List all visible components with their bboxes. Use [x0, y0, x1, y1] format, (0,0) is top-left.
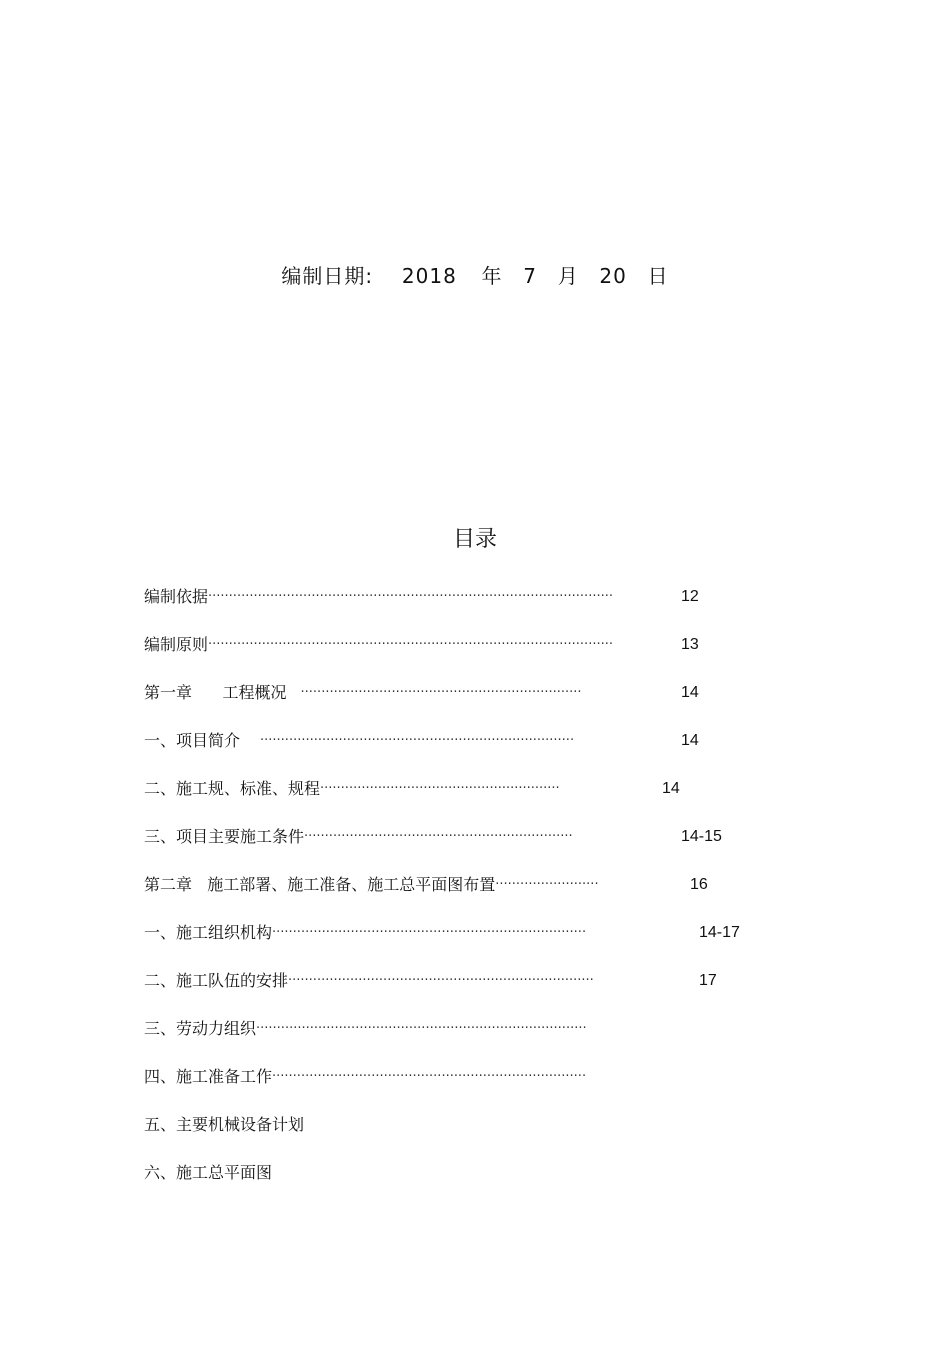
toc-entry-label: 四、施工准备工作: [144, 1067, 273, 1086]
toc-entry[interactable]: [144, 825, 722, 849]
toc-leader-dots: ············································································: [272, 1069, 587, 1084]
toc-entry-label: 编制依据: [144, 587, 209, 606]
toc-entry-label: 第二章 施工部署、施工准备、施工总平面图布置: [144, 875, 496, 894]
toc-entry-label: 第一章 工程概况: [144, 683, 287, 702]
toc-entry-label: 一、项目简介: [144, 731, 241, 750]
compile-date-year-unit: 年: [481, 264, 503, 288]
toc-entry-page: 17: [699, 972, 717, 989]
compile-date-label: 编制日期:: [281, 264, 374, 288]
toc-entry-label: 一、施工组织机构: [144, 923, 273, 942]
toc-entry[interactable]: [144, 1017, 648, 1041]
toc-entry-page: 12: [681, 588, 699, 605]
toc-leader-dots: ····································································: [300, 685, 582, 700]
toc-entry[interactable]: [144, 729, 699, 753]
toc-entry[interactable]: [144, 1161, 272, 1185]
toc-leader-dots: ·························: [495, 877, 599, 892]
toc-entry-label: 三、项目主要施工条件: [144, 827, 305, 846]
compile-date: [0, 260, 950, 289]
toc-entry-page: 16: [690, 876, 708, 893]
toc-leader-dots: ··························································: [320, 781, 560, 796]
compile-date-month: 7: [523, 264, 537, 288]
toc-leader-dots: ··································································································: [208, 637, 613, 652]
toc-entry-page: 14: [662, 780, 680, 797]
toc-entry[interactable]: [144, 921, 740, 945]
toc-entry-page: 14-17: [699, 924, 740, 941]
toc-entry[interactable]: [144, 585, 699, 609]
toc-leader-dots: ············································································: [260, 733, 575, 748]
toc-entry[interactable]: [144, 1065, 646, 1089]
toc-entry-label: 编制原则: [144, 635, 209, 654]
toc-entry[interactable]: [144, 969, 717, 993]
toc-leader-dots: ················································································: [256, 1021, 587, 1036]
toc-entry-page: 14-15: [681, 828, 722, 845]
toc-entry-label: 三、劳动力组织: [144, 1019, 257, 1038]
toc-entry-page: 14: [681, 732, 699, 749]
toc-entry-label: 六、施工总平面图: [144, 1163, 273, 1182]
toc-entry[interactable]: [144, 777, 680, 801]
compile-date-year: 2018: [401, 264, 457, 288]
compile-date-day-unit: 日: [647, 264, 669, 288]
toc-entry-page: 13: [681, 636, 699, 653]
toc-entry[interactable]: [144, 873, 708, 897]
toc-entry-label: 五、主要机械设备计划: [144, 1115, 305, 1134]
toc-entry[interactable]: [144, 633, 699, 657]
compile-date-month-unit: 月: [557, 264, 579, 288]
compile-date-day: 20: [599, 264, 627, 288]
toc-leader-dots: ············································································: [272, 925, 587, 940]
toc-entry-page: 14: [681, 684, 699, 701]
toc-entry[interactable]: [144, 681, 699, 705]
toc-leader-dots: ··································································································: [208, 589, 613, 604]
toc-entry-label: 二、施工队伍的安排: [144, 971, 289, 990]
toc-entry-label: 二、施工规、标准、规程: [144, 779, 321, 798]
toc-leader-dots: ··········································································: [288, 973, 594, 988]
toc-leader-dots: ·································································: [304, 829, 573, 844]
toc-entry[interactable]: [144, 1113, 304, 1137]
toc-title: 目录: [452, 527, 497, 552]
